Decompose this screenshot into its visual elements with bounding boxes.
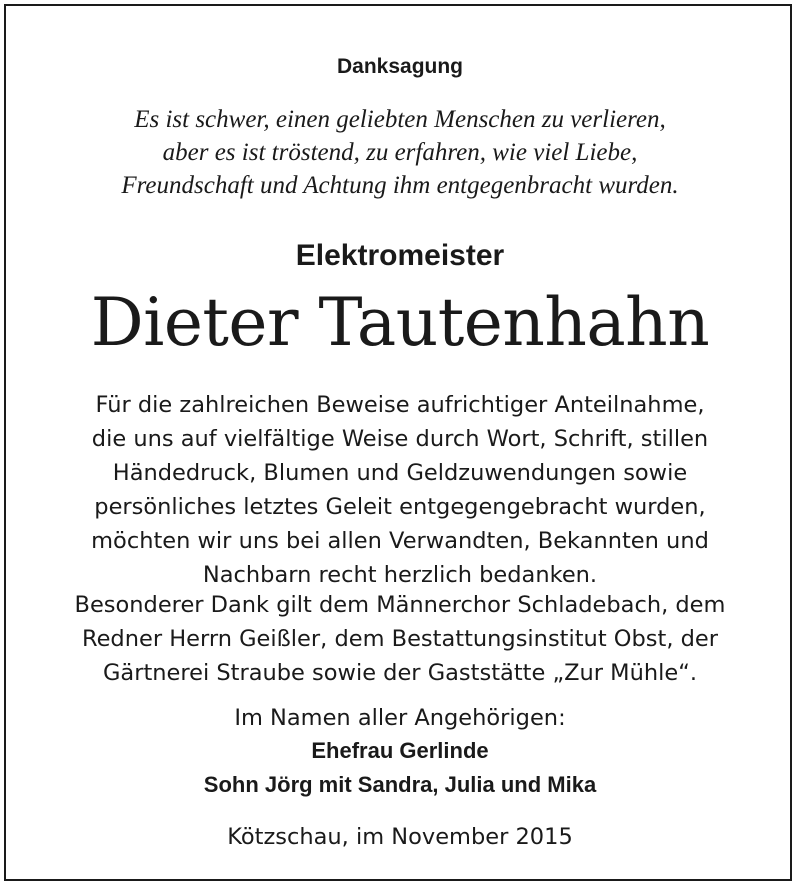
special-thanks-paragraph [0,588,800,690]
signature-name: Ehefrau Gerlinde [311,738,489,763]
paragraph-line: persönliches letztes Geleit entgegengebracht wurden, [94,494,706,520]
notice-heading: Danksagung [336,55,464,78]
paragraph-line: Nachbarn recht herzlich bedanken. [202,562,598,588]
memorial-quote [0,103,800,202]
signature-intro [0,701,800,735]
paragraph-line: Händedruck, Blumen und Geldzuwendungen sowie [112,460,688,486]
paragraph-line: Für die zahlreichen Beweise aufrichtiger Anteilnahme, [95,392,705,418]
paragraph-line: Besonderer Dank gilt dem Männerchor Schladebach, dem [74,592,726,618]
quote-line: aber es ist tröstend, zu erfahren, wie viel Liebe, [162,139,638,166]
paragraph-line: die uns auf vielfältige Weise durch Wort, Schrift, stillen [91,426,709,452]
paragraph-line: Gärtnerei Straube sowie der Gaststätte „Zur Mühle“. [102,660,698,686]
signature-intro-text: Im Namen aller Angehörigen: [234,705,566,731]
signature-names [0,734,800,802]
quote-line: Es ist schwer, einen geliebten Menschen zu verlieren, [134,106,666,133]
place-date [0,820,800,854]
deceased-title: Elektromeister [295,239,505,272]
thanks-paragraph [0,388,800,592]
place-date-text: Kötzschau, im November 2015 [227,824,573,850]
deceased-name: Dieter Tautenhahn [90,284,710,361]
quote-line: Freundschaft und Achtung ihm entgegenbracht wurden. [121,172,679,199]
paragraph-line: möchten wir uns bei allen Verwandten, Bekannten und [91,528,709,554]
signature-name: Sohn Jörg mit Sandra, Julia und Mika [203,772,597,797]
paragraph-line: Redner Herrn Geißler, dem Bestattungsinstitut Obst, der [81,626,719,652]
